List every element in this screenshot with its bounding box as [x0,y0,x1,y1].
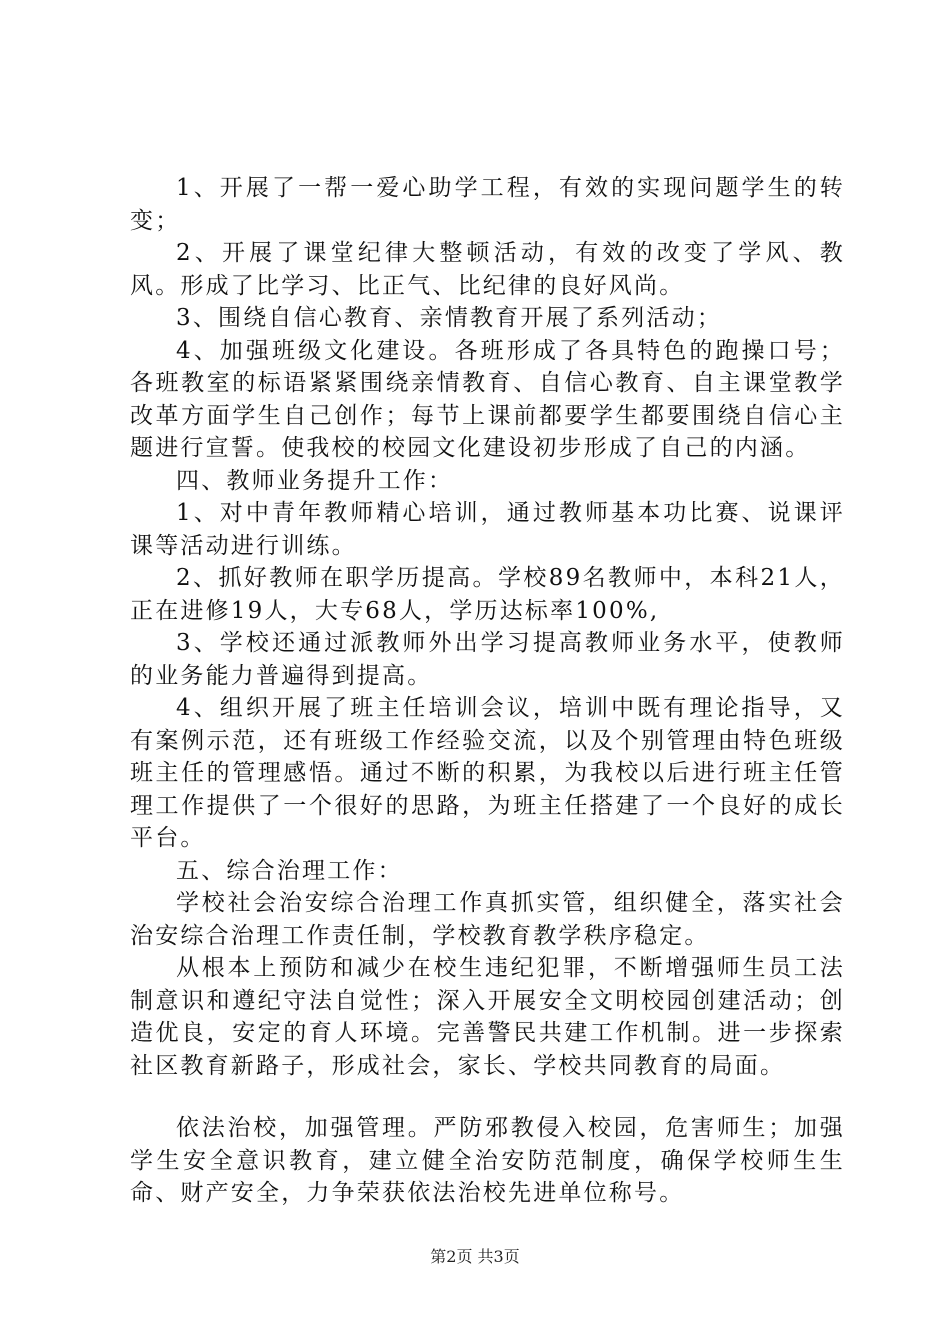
paragraph-7: 2、抓好教师在职学历提高。学校89名教师中，本科21人，正在进修19人，大专68人，学历达标率100%, [130,565,845,624]
paragraph-8: 3、学校还通过派教师外出学习提高教师业务水平，使教师的业务能力普遍得到提高。 [130,630,845,689]
paragraph-6: 1、对中青年教师精心培训，通过教师基本功比赛、说课评课等活动进行训练。 [130,500,845,559]
paragraph-9: 4、组织开展了班主任培训会议，培训中既有理论指导，又有案例示范，还有班级工作经验交流，以及个别管理由特色班级班主任的管理感悟。通过不断的积累，为我校以后进行班主任管理工作提供了一个很好的思路，为班主任搭建了一个良好的成长平台。 [130,695,845,851]
paragraph-4: 4、加强班级文化建设。各班形成了各具特色的跑操口号；各班教室的标语紧紧围绕亲情教育、自信心教育、自主课堂教学改革方面学生自己创作；每节上课前都要学生都要围绕自信心主题进行宣誓。使我校的校园文化建设初步形成了自己的内涵。 [130,337,845,461]
section-heading-teacher-development: 四、教师业务提升工作： [176,467,454,494]
document-body [130,172,845,1210]
paragraph-1: 1、开展了一帮一爱心助学工程，有效的实现问题学生的转变； [130,175,845,234]
paragraph-11: 学校社会治安综合治理工作真抓实管，组织健全，落实社会治安综合治理工作责任制，学校教育教学秩序稳定。 [130,890,845,949]
paragraph-2: 2、开展了课堂纪律大整顿活动，有效的改变了学风、教风。形成了比学习、比正气、比纪律的良好风尚。 [130,240,845,299]
paragraph-13: 依法治校，加强管理。严防邪教侵入校园，危害师生；加强学生安全意识教育，建立健全治安防范制度，确保学校师生生命、财产安全，力争荣获依法治校先进单位称号。 [130,1115,845,1206]
paragraph-12: 从根本上预防和减少在校生违纪犯罪，不断增强师生员工法制意识和遵纪守法自觉性；深入开展安全文明校园创建活动；创造优良，安定的育人环境。完善警民共建工作机制。进一步探索社区教育新路子，形成社会，家长、学校共同教育的局面。 [130,955,845,1079]
section-heading-comprehensive-governance: 五、综合治理工作： [176,857,403,884]
paragraph-3: 3、围绕自信心教育、亲情教育开展了系列活动； [176,305,723,331]
page-number-footer: 第2页 共3页 [430,1247,520,1266]
